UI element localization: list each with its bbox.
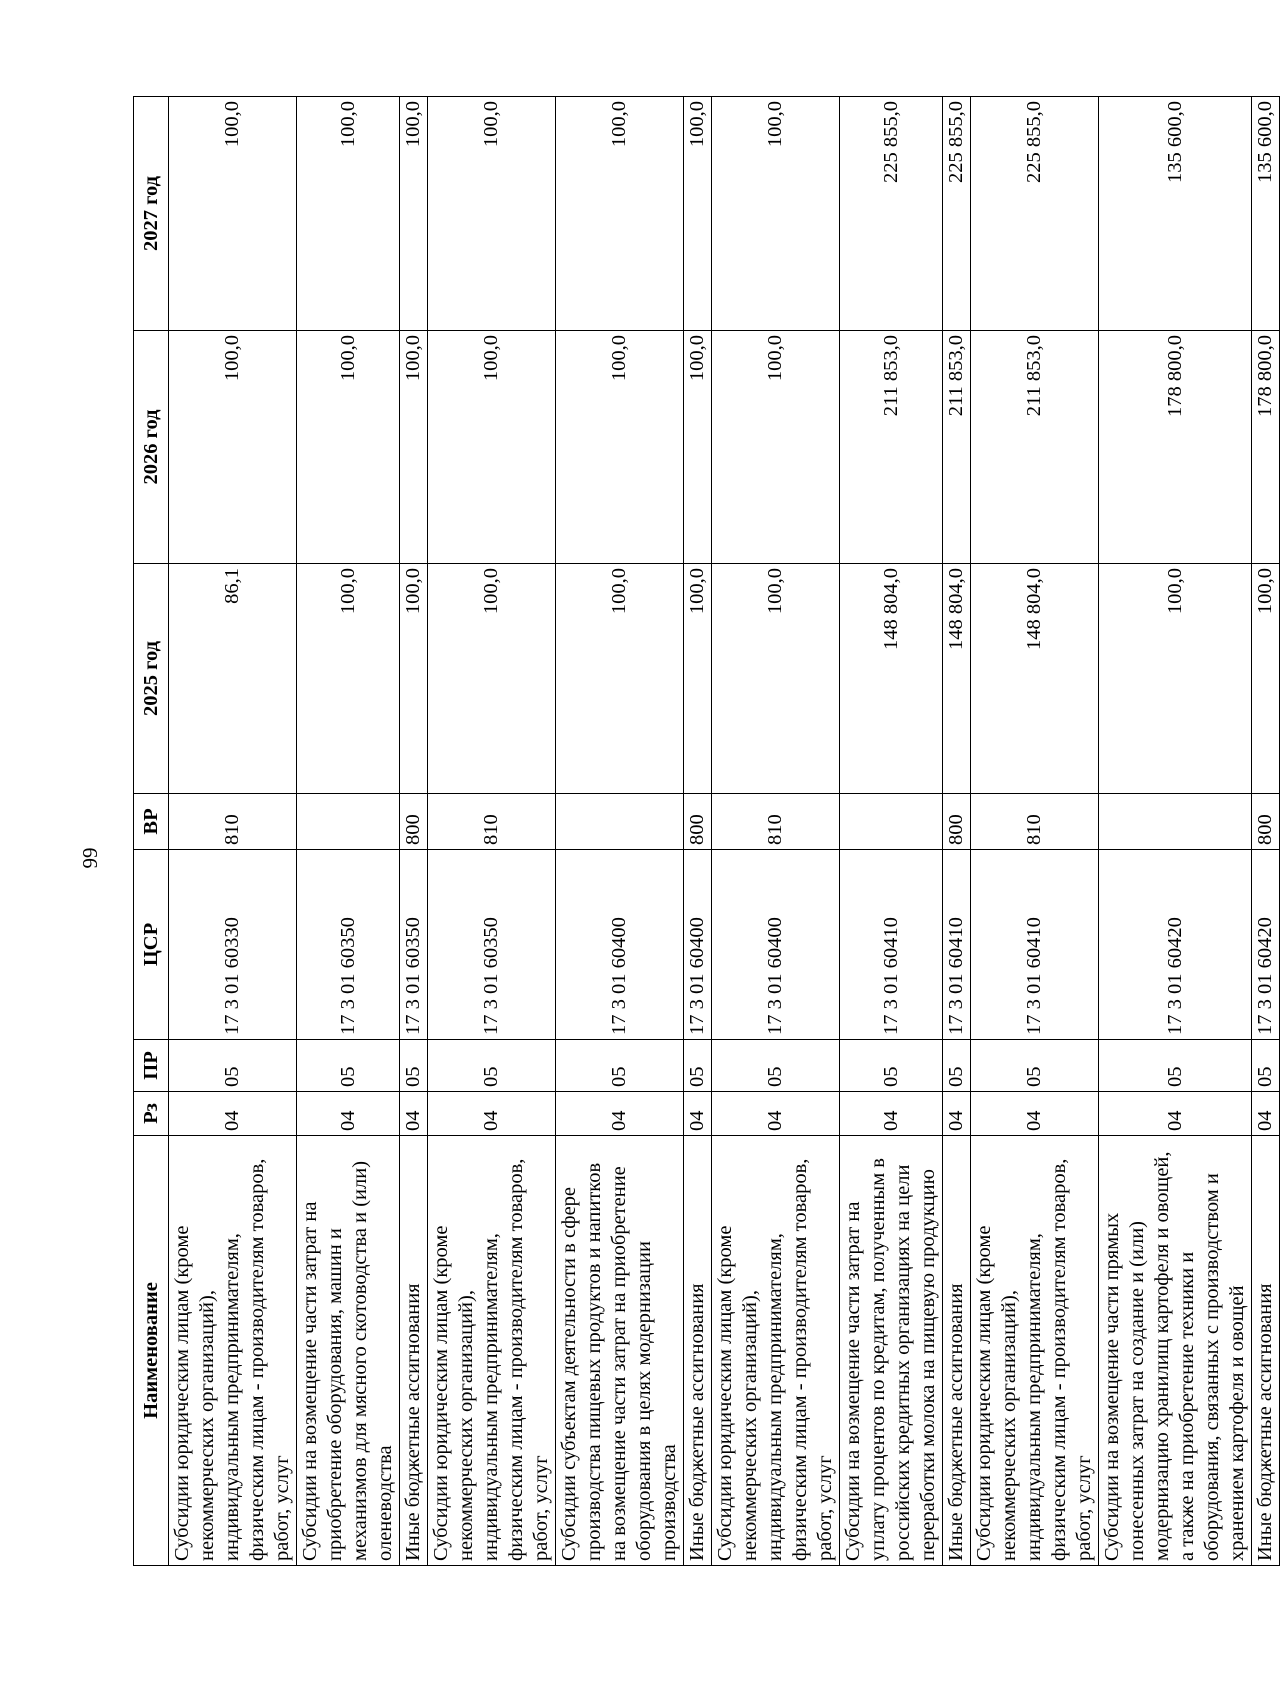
cell-2027: 100,0	[400, 97, 428, 331]
cell-csr: 17 3 01 60410	[943, 850, 971, 1040]
cell-2027: 100,0	[684, 97, 712, 331]
cell-2027: 135 600,0	[1252, 97, 1280, 331]
cell-rz: 04	[840, 1092, 943, 1136]
cell-name: Субсидии на возмещение части затрат на уплату процентов по кредитам, полученным в российских кредитных организациях на цели переработки молока на пищевую продукцию	[840, 1136, 943, 1566]
table-row	[1252, 97, 1280, 1566]
cell-2026: 211 853,0	[840, 331, 943, 564]
cell-2027: 100,0	[712, 97, 840, 331]
cell-vr	[556, 794, 684, 850]
table-header-row	[134, 97, 169, 1566]
cell-vr	[1099, 794, 1252, 850]
cell-2026: 100,0	[169, 331, 297, 564]
cell-2027: 100,0	[556, 97, 684, 331]
cell-2025: 100,0	[1099, 564, 1252, 794]
cell-2025: 100,0	[297, 564, 400, 794]
cell-pr: 05	[684, 1040, 712, 1092]
cell-name: Субсидии юридическим лицам (кроме некоммерческих организаций), индивидуальным предпринимателям, физическим лицам - производителям товаров, работ, услуг	[428, 1136, 556, 1566]
table-row	[297, 97, 400, 1566]
table-row	[169, 97, 297, 1566]
cell-rz: 04	[684, 1092, 712, 1136]
cell-rz: 04	[169, 1092, 297, 1136]
table-row	[943, 97, 971, 1566]
cell-2025: 100,0	[712, 564, 840, 794]
cell-2026: 100,0	[297, 331, 400, 564]
cell-name: Иные бюджетные ассигнования	[400, 1136, 428, 1566]
cell-pr: 05	[971, 1040, 1099, 1092]
header-vr: ВР	[134, 794, 169, 850]
cell-2026: 100,0	[556, 331, 684, 564]
cell-vr: 810	[712, 794, 840, 850]
cell-2025: 148 804,0	[840, 564, 943, 794]
cell-pr: 05	[1252, 1040, 1280, 1092]
table-row	[971, 97, 1099, 1566]
cell-2026: 100,0	[712, 331, 840, 564]
cell-pr: 05	[297, 1040, 400, 1092]
cell-name: Субсидии юридическим лицам (кроме некоммерческих организаций), индивидуальным предпринимателям, физическим лицам - производителям товаров, работ, услуг	[712, 1136, 840, 1566]
cell-2025: 86,1	[169, 564, 297, 794]
cell-name: Субсидии на возмещение части затрат на приобретение оборудования, машин и механизмов для мясного скотоводства и (или) оленеводства	[297, 1136, 400, 1566]
table-row	[1099, 97, 1252, 1566]
cell-csr: 17 3 01 60420	[1252, 850, 1280, 1040]
cell-2025: 100,0	[428, 564, 556, 794]
cell-vr: 810	[169, 794, 297, 850]
header-2027: 2027 год	[134, 97, 169, 331]
cell-name: Субсидии юридическим лицам (кроме некоммерческих организаций), индивидуальным предпринимателям, физическим лицам - производителям товаров, работ, услуг	[169, 1136, 297, 1566]
cell-2027: 100,0	[428, 97, 556, 331]
cell-vr: 800	[400, 794, 428, 850]
cell-rz: 04	[971, 1092, 1099, 1136]
cell-name: Иные бюджетные ассигнования	[1252, 1136, 1280, 1566]
cell-csr: 17 3 01 60420	[1099, 850, 1252, 1040]
cell-pr: 05	[1099, 1040, 1252, 1092]
cell-csr: 17 3 01 60350	[297, 850, 400, 1040]
rotated-table-container	[133, 97, 1276, 1566]
cell-2027: 225 855,0	[943, 97, 971, 331]
cell-csr: 17 3 01 60410	[971, 850, 1099, 1040]
cell-vr: 810	[428, 794, 556, 850]
table-row	[684, 97, 712, 1566]
cell-csr: 17 3 01 60400	[684, 850, 712, 1040]
cell-vr: 810	[971, 794, 1099, 850]
table-row	[400, 97, 428, 1566]
cell-csr: 17 3 01 60330	[169, 850, 297, 1040]
header-rz: Рз	[134, 1092, 169, 1136]
cell-pr: 05	[169, 1040, 297, 1092]
cell-2027: 100,0	[297, 97, 400, 331]
cell-rz: 04	[556, 1092, 684, 1136]
header-csr: ЦСР	[134, 850, 169, 1040]
table-row	[840, 97, 943, 1566]
cell-csr: 17 3 01 60400	[556, 850, 684, 1040]
cell-csr: 17 3 01 60400	[712, 850, 840, 1040]
cell-pr: 05	[712, 1040, 840, 1092]
cell-pr: 05	[428, 1040, 556, 1092]
cell-name: Субсидии юридическим лицам (кроме некоммерческих организаций), индивидуальным предпринимателям, физическим лицам - производителям товаров, работ, услуг	[971, 1136, 1099, 1566]
cell-rz: 04	[943, 1092, 971, 1136]
cell-2027: 135 600,0	[1099, 97, 1252, 331]
table-row	[556, 97, 684, 1566]
header-name: Наименование	[134, 1136, 169, 1566]
page-number: 99	[78, 847, 102, 869]
cell-name: Иные бюджетные ассигнования	[684, 1136, 712, 1566]
cell-vr: 800	[943, 794, 971, 850]
cell-name: Субсидии субъектам деятельности в сфере производства пищевых продуктов и напитков на возмещение части затрат на приобретение оборудования в целях модернизации производства	[556, 1136, 684, 1566]
cell-vr	[297, 794, 400, 850]
cell-2025: 148 804,0	[943, 564, 971, 794]
header-2025: 2025 год	[134, 564, 169, 794]
cell-2026: 211 853,0	[971, 331, 1099, 564]
cell-2025: 148 804,0	[971, 564, 1099, 794]
cell-vr	[840, 794, 943, 850]
cell-2026: 100,0	[428, 331, 556, 564]
cell-name: Субсидии на возмещение части прямых понесенных затрат на создание и (или) модернизацию хранилищ картофеля и овощей, а также на приобретение техники и оборудования, связанных с производством и хранением картофеля и овощей	[1099, 1136, 1252, 1566]
cell-csr: 17 3 01 60350	[400, 850, 428, 1040]
cell-rz: 04	[297, 1092, 400, 1136]
cell-name: Иные бюджетные ассигнования	[943, 1136, 971, 1566]
cell-pr: 05	[400, 1040, 428, 1092]
cell-rz: 04	[400, 1092, 428, 1136]
cell-rz: 04	[712, 1092, 840, 1136]
table-row	[712, 97, 840, 1566]
table-row	[428, 97, 556, 1566]
budget-table	[133, 96, 1280, 1566]
cell-vr: 800	[684, 794, 712, 850]
cell-pr: 05	[943, 1040, 971, 1092]
cell-2025: 100,0	[400, 564, 428, 794]
cell-2026: 100,0	[684, 331, 712, 564]
cell-2027: 225 855,0	[840, 97, 943, 331]
cell-pr: 05	[556, 1040, 684, 1092]
cell-rz: 04	[428, 1092, 556, 1136]
header-pr: ПР	[134, 1040, 169, 1092]
cell-2025: 100,0	[556, 564, 684, 794]
cell-csr: 17 3 01 60410	[840, 850, 943, 1040]
cell-2027: 225 855,0	[971, 97, 1099, 331]
cell-2026: 178 800,0	[1099, 331, 1252, 564]
cell-2027: 100,0	[169, 97, 297, 331]
cell-pr: 05	[840, 1040, 943, 1092]
cell-vr: 800	[1252, 794, 1280, 850]
cell-2026: 100,0	[400, 331, 428, 564]
cell-2025: 100,0	[684, 564, 712, 794]
cell-csr: 17 3 01 60350	[428, 850, 556, 1040]
cell-rz: 04	[1252, 1092, 1280, 1136]
cell-2026: 178 800,0	[1252, 331, 1280, 564]
header-2026: 2026 год	[134, 331, 169, 564]
cell-rz: 04	[1099, 1092, 1252, 1136]
cell-2026: 211 853,0	[943, 331, 971, 564]
cell-2025: 100,0	[1252, 564, 1280, 794]
